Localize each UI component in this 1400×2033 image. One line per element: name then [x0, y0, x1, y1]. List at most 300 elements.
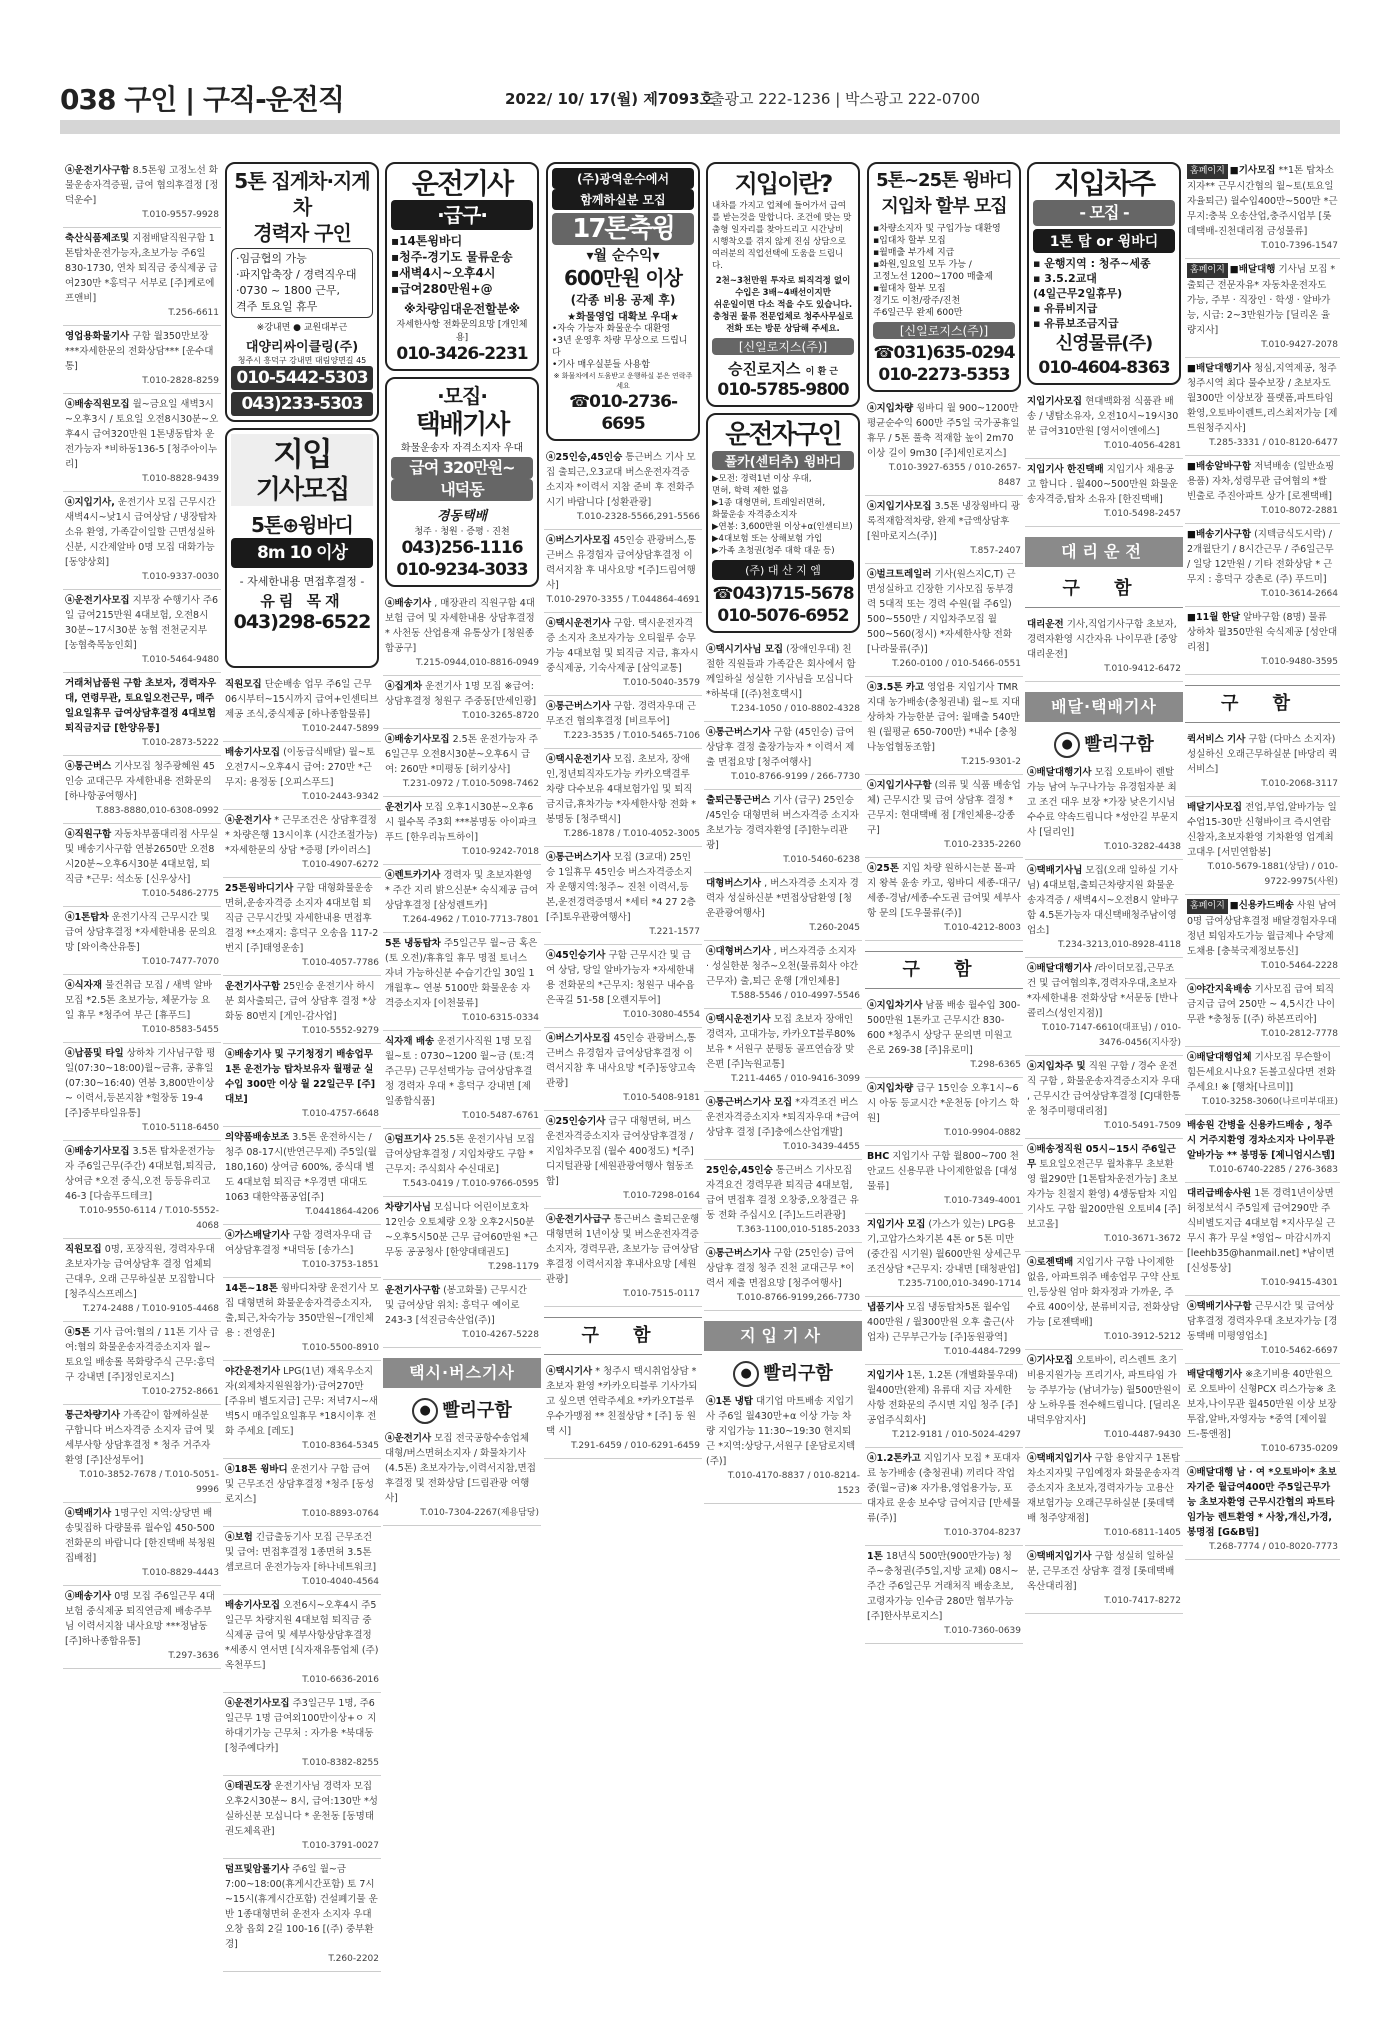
ad-body: 지부장 수행기사 주6일 급여215만원 4대보험, 오전8시30분~17시30분 농협 전천군지부 [농협축목농인회]: [65, 595, 219, 651]
ad-body: 모집 전국공항수송업체 대형/버스면허소지자 / 화물차기사(4.5톤) 초보자가능,이력서지참,면접후결정 및 전화상담 [드림관광 여행사]: [385, 1433, 536, 1504]
classified-ad: [223, 674, 381, 742]
ad-body: , 매장관리 직원구함 4대보험 급여 및 자세한내용 상담후결정 * 사천동 산업용재 유통상가 [청원종합공구]: [385, 598, 535, 654]
col7-ads: [1025, 391, 1183, 527]
section-delivery: [1025, 692, 1183, 722]
ad-title: ⓐ운전기사모집: [65, 595, 130, 606]
ad-phone: T.010-7147-6610(대표님) / 010-3476-0456(지사장): [1041, 1023, 1181, 1048]
ad-body: 지점배달직원구함 1톤탑차운전가능자,초보가능 주6일 830-1730, 연차 퇴직금 중식제공 급여230만 *홍덕구 서부로 [주]케로에프앤비]: [65, 233, 218, 304]
ad-phone: T.010-6315-0334: [462, 1013, 539, 1023]
ad-body: 대기업 마트배송 지입기사 주6일 월430만+α 이상 가능 차량 지입가능 11:30~19:30 현지퇴근 *지역:상당구,서원구 [운담로지텍(주)]: [706, 1396, 856, 1467]
classified-ad: [1025, 1252, 1183, 1350]
ad-phone: T.543-0419 / T.010-9766-0595: [402, 1179, 539, 1189]
ad-body: (의류 및 식품 배송업체) 근무시간 및 급여 상담후 결정 *근무지: 현대택배 점 [개인체용-강종구]: [867, 780, 1021, 836]
ad-title: 직원모집: [225, 679, 262, 690]
box-location: 내덕동: [391, 479, 533, 501]
box-phone: ☎043)715-5678: [712, 584, 854, 604]
classified-ad: [704, 639, 862, 722]
classified-ad: [63, 1322, 221, 1405]
ad-phone: T.010-5464-2228: [1261, 961, 1338, 971]
box-line: ▶가족 초청권(청주 대학 대운 등): [712, 546, 835, 556]
ad-title: ⓐ대형버스기사: [706, 946, 771, 957]
ad-title: ⓐ통근버스기사: [706, 1248, 771, 1259]
classified-ad: [63, 824, 221, 907]
box-line: 면허, 학력 제한 없음: [712, 486, 789, 496]
ad-title: BHC: [867, 1151, 890, 1162]
ad-body: 2.5톤 운전가능자 주6일근무 오전8시30분~오후6시 급여: 260만 *미평동 [허키상사]: [385, 734, 538, 775]
ad-phone: T.010-8583-5455: [142, 1025, 219, 1035]
classified-ad: [1025, 860, 1183, 958]
classified-ad: [1025, 1056, 1183, 1139]
ad-body: 8.5톤윙 고정노선 화물운송자격증필, 급여 협의후결정 [정덕운수]: [65, 165, 219, 206]
ad-body: 사원 남여 0명 급여상담후결정 배달경험자우대 정년 퇴임자도가능 월급제나 수당제도채용 [충북국제정보통신]: [1187, 900, 1337, 957]
section-daeri: [1025, 537, 1183, 608]
classified-ad: [223, 1859, 381, 1972]
classified-ad: [223, 1044, 381, 1127]
ad-phone: T.010-7417-8272: [1104, 1596, 1181, 1606]
ad-title: ⓐ통근버스기사: [706, 727, 771, 738]
classified-ad: [1185, 607, 1340, 675]
column-1: [63, 160, 221, 2020]
classified-ad: [544, 945, 702, 1028]
ad-phone: T.212-9181 / 010-5024-4297: [892, 1430, 1021, 1440]
ad-title: ⓐ로젠택배: [1027, 1257, 1074, 1268]
classified-ad: [704, 1160, 862, 1243]
box-line: 격주 토요일 휴무: [236, 300, 318, 313]
box-lines: [552, 323, 694, 371]
ad-phone: T.010-2328-5566,291-5566: [577, 512, 700, 522]
ad-phone: T.010-3753-1851: [302, 1260, 379, 1270]
ad-phone: T.010-5552-9279: [302, 1026, 379, 1036]
box-ad-gwangyeok: [546, 162, 700, 441]
ad-body: ※초기비용 40만원으로 오토바이 신형PCX 리스가능※ 초보자,나이무관 월450만원 이상 보장 투잡,알바,자영자능 *중역 [제이월드-통앤점]: [1187, 1369, 1337, 1440]
ad-phone: T.010-9427-2078: [1261, 340, 1338, 350]
section-title: 구 함: [1185, 685, 1340, 723]
box-line: ▪새벽4시~오후4시: [391, 266, 496, 280]
box-subtitle: 경력자 구인: [253, 221, 351, 245]
classified-ad: [63, 492, 221, 590]
classified-ad: [1185, 1364, 1340, 1462]
ad-title: 배송기사모집: [225, 747, 281, 758]
ad-body: * 청주시 택시취업상담 * 초보자 환영 *카카오티블루 기사가되고 싶으면 연락주세요 *카카오T블루 우수가맹점 ** 친절상담 * [주] 동 원 택 시]: [546, 1366, 698, 1437]
box-band: [신일로지스(주)]: [712, 338, 854, 355]
box-line: ▶모전: 경력1년 이상 우대,: [712, 474, 812, 484]
ad-title: ⓐ택배기사님: [1027, 865, 1083, 876]
classified-ad: [1185, 1462, 1340, 1560]
box-line: (4일근무2일휴무): [1033, 287, 1123, 300]
classified-ad: [865, 1078, 1023, 1146]
classified-ad: [223, 1776, 381, 1859]
box-line: 화물운송 자격증소지자: [712, 510, 797, 520]
classified-ad: [544, 1209, 702, 1307]
box-line: 주6일근무 완제 600만: [873, 308, 963, 318]
section-seek: [1185, 685, 1340, 723]
ad-body: 0명, 포장직원, 경력자우대 초보자가능 급여상담후 결정 업체퇴근대우, 오래 근무하실분 모집합니다 [청주식스프레스]: [65, 1244, 215, 1300]
section-title: 배달·택배기사: [1025, 692, 1183, 722]
ad-title: 식자재 배송: [385, 1036, 435, 1047]
box-title: 지입차 할부 모집: [881, 196, 1007, 217]
section-title: 대리운전: [1025, 537, 1183, 567]
ad-title: ⓐ직원구함: [65, 829, 112, 840]
classified-ad: [1185, 797, 1340, 895]
box-line: ·임금협의 가능: [236, 252, 307, 265]
classified-ad: [865, 496, 1023, 564]
box-subtitle: 화물운송자 자격소지자 우대: [400, 443, 524, 454]
ad-title: ⓐ18톤 윙바디: [225, 1464, 288, 1475]
box-band: 17톤축윙: [552, 213, 694, 245]
ad-body: 구함 경력자우대 급여상담후결정 *내덕동 [송가스]: [225, 1230, 373, 1256]
ad-title: ⓐ택시기사: [546, 1366, 593, 1377]
ad-phone: T.010-2443-9342: [302, 792, 379, 802]
ad-phone: T.010-3671-3672: [1104, 1234, 1181, 1244]
classified-ad: [1025, 1350, 1183, 1448]
column-5: [704, 160, 862, 2020]
ad-title: ⓐ보험: [225, 1532, 253, 1543]
ad-body: 운전기사 모집 근무시간 새벽4시~낮1시 급여상담 / 냉장탑차소유 환영, 가족같이일할 근면성실하신분, 시간제알바 0명 모집 대화가능 [동양상회]: [65, 497, 217, 568]
ad-title: ⓐ1.2톤카고: [867, 1453, 921, 1464]
issue-info: 2022/ 10/ 17(월) 제7093호: [505, 90, 715, 108]
page-header: [60, 78, 1340, 118]
ad-body: 통근버스 기사 모집 출퇴근,오3교대 버스운전자격증 소지자 *이력서 지참 준비 후 전화주시기 바랍니다 [성환관광]: [546, 452, 696, 508]
ad-title: 14톤~18톤: [225, 1283, 278, 1294]
ad-phone: T.010-2335-2260: [944, 840, 1021, 850]
ad-body: 기사모집 청주광혜원 45인승 교대근무 자세한내용 전화문의 [하나항공여행사]: [65, 761, 215, 802]
classified-ad: [544, 847, 702, 945]
ad-title: ⓐ배송정직원 05시~15시 주6일근무: [1027, 1144, 1176, 1170]
ad-phone: T.010-3912-5212: [1104, 1332, 1181, 1342]
ad-phone: T.010-5460-6238: [783, 855, 860, 865]
classified-ad: [223, 1278, 381, 1361]
ad-phone: T.010-9557-9928: [142, 210, 219, 220]
ad-title: ⓐ지입차기사: [867, 1000, 923, 1011]
ad-phone: T.010-9415-4301: [1261, 1278, 1338, 1288]
ad-body: 주3일근무 1명, 주6일근무 1명 급여외100만이상+ㅇ 지하대기가능 근무처 : 자가용 *북대동 [청주예다카]: [225, 1698, 377, 1754]
ad-title: 배송원 간병을 신용카드배송 , 청주시 거주지환영 경차소지자 나이무관 알바가능 ** 봉명동 [제니엄시스템]: [1187, 1120, 1335, 1161]
ad-title: ⓐ지입차주 및: [1027, 1061, 1086, 1072]
header-divider: [60, 120, 1340, 134]
ad-body: 급구 15인승 오후1시~6시 아동 등교시간 *운천동 [아기스 학원]: [867, 1083, 1020, 1124]
box-footnote: ※ 화물차에서 도움받고 운행하실 분은 연락주세요: [553, 372, 693, 390]
ad-body: 구함 (25인승) 급여 상담후 결정 청주 진천 교대근무 *이력서 제출 면접요망 [청주여행사]: [706, 1248, 855, 1289]
classified-ad: [63, 228, 221, 326]
ad-body: (지텍금식도시락) / 2개월단기 / 8시간근무 / 주6일근무 / 일당 12만원 / 기타 전화상담 * 근무지 : 흥덕구 강촌로 (주) 푸드미]: [1187, 529, 1334, 585]
classified-ad: [223, 1225, 381, 1278]
ad-title: ⓐ택배지입기사: [1027, 1453, 1092, 1464]
ad-phone: T.010-8829-4443: [142, 1568, 219, 1578]
ad-title: 차량기사님: [385, 1202, 431, 1213]
box-subtitle: 풀카(센터추) 윙바디: [712, 451, 854, 470]
ad-body: /라이더모집,근무조건 및 급여협의후,경력자우대,초보자 *자세한내용 전화상담 *서문동 [반나콜리스(성인지점)]: [1027, 963, 1178, 1019]
classified-ad: [1185, 1296, 1340, 1364]
homepage-badge: 홈페이지: [1187, 164, 1228, 179]
ad-phone: T.010-9480-3595: [1261, 657, 1338, 667]
ad-title: ⓐ배송직원모집: [65, 399, 130, 410]
ad-phone: T.010-2068-3117: [1261, 779, 1338, 789]
box-company: (주) 대 산 지 엠: [712, 560, 854, 580]
ad-phone: T.215-9301-2: [961, 757, 1021, 767]
ad-phone: T.274-2488 / T.010-9105-4468: [82, 1304, 219, 1314]
classified-ad: [865, 564, 1023, 677]
box-line: ▶연봉: 3,600만원 이상+α(인센티브): [712, 522, 853, 532]
box-line: 고정노선 1200~1700 매출제: [873, 272, 993, 282]
ad-body: 운전기사님 경력자 모집 오후2시30분~ 8시, 급여:130만 *성실하신분 모십니다 * 운천동 [동명태권도체육관]: [225, 1781, 378, 1837]
ad-phones: 출광고 222-1236 | 박스광고 222-0700: [710, 90, 980, 108]
ad-title: ⓐ벌크트레일러: [867, 569, 932, 580]
ad-phone: T.010-8766-9199 / 266-7730: [731, 772, 860, 782]
ad-title: ⓐ지입기사모집: [867, 501, 932, 512]
box-title: 지입이란?: [734, 170, 832, 198]
ad-phone: T.010-2447-5899: [302, 724, 379, 734]
ad-title: 퀵서비스 기사: [1187, 734, 1246, 745]
ad-title: ⓐ25인승기사: [546, 1116, 606, 1127]
classified-ad: [1025, 614, 1183, 682]
ad-phone: T.010-8893-0764: [302, 1509, 379, 1519]
col7-ads-1: [1025, 614, 1183, 682]
classified-ad: [1185, 1183, 1340, 1296]
ad-title: ⓐ통근버스기사: [546, 852, 611, 863]
ad-phone: T.010-5040-3579: [623, 678, 700, 688]
ad-body: 구함. 경력자우대 근무조건 협의후결정 [비르투어]: [546, 701, 697, 727]
ad-title: ■신용카드배송: [1229, 900, 1294, 911]
ad-body: 모집 초보자 장애인 경력자, 고대가능, 카카오T블루80%보유 * 서원구 분평동 골프연습장 맞은편 [주]녹원교통]: [706, 1014, 856, 1070]
ad-title: ■배송알바구함: [1187, 461, 1252, 472]
classified-ad: [63, 1239, 221, 1322]
box-ad-jiip: [225, 428, 379, 668]
ad-title: ⓐ지입차량: [867, 1083, 914, 1094]
box-phone: ☎031)635-0294: [873, 343, 1015, 363]
ad-phone: T.010-3852-7678 / T.010-5051-9996: [79, 1470, 219, 1495]
box-line: •3년 운영후 차량 무상으로 드립니다: [552, 336, 688, 358]
ad-body: 구함 월350만보장 ***자세한문의 전화상담*** [운수대통]: [65, 331, 214, 372]
ad-phone: T.298-6365: [970, 1060, 1021, 1070]
ad-body: 저녁배송 (일반쇼핑 용품) 자차,성령무관 급여협의 *쌀 빈출로 주진아파트 상가 [로젠택배]: [1187, 461, 1335, 502]
box-line: ▪급여280만원+@: [391, 282, 493, 296]
box-lines: [1033, 256, 1175, 331]
ad-body: 0명 모집 주6일근무 4대보험 중식제공 퇴직연금제 배송주부님 이력서지참 내사요망 ***정남동 [주]하나종합유통]: [65, 1591, 215, 1647]
box-line: •기사 매우실분들 사용함: [552, 360, 650, 370]
ad-title: 의약품배송보조: [225, 1132, 290, 1143]
ad-phone: T.010-4056-4281: [1104, 441, 1181, 451]
section-seek: [544, 1317, 702, 1355]
ad-title: 5톤 냉동탑차: [385, 938, 441, 949]
ad-body: 기사님 모집 *출퇴근 전문자유* 자동차운전자도 가능, 주부 · 직장인 · 학생 · 알바가능, 시급: 2~3만원가능 [딜리온 율량지사]: [1187, 264, 1336, 336]
ad-title: ⓐ태권도장: [225, 1781, 272, 1792]
ad-title: ⓐ기사모집: [1027, 1355, 1074, 1366]
ad-phone: T.010-5464-9480: [142, 655, 219, 665]
classified-ad: [223, 1693, 381, 1776]
box-phone: ☎010-2736-6695: [568, 392, 678, 434]
col3-ads: [383, 593, 541, 1348]
box-line: ▪ 3.5.2교대: [1033, 272, 1097, 285]
ad-body: 3.5톤 운전하시는 / 청주 08-17시(반연근무제) 주5일(월180,160) 상여금 600%, 중식대 별도 4대보험 퇴직금 *우경면 대대도 1063 대한약품공업[주]: [225, 1132, 377, 1203]
classified-ad: [704, 722, 862, 790]
ad-phone: T.231-0972 / T.010-5098-7462: [402, 779, 539, 789]
classified-ad: [704, 1243, 862, 1311]
box-title: 지입차주: [1053, 167, 1155, 200]
quick-hire: [383, 1394, 541, 1428]
ad-body: 기사 (급구) 25인승 /45인승 대형면허 버스자격증 소지자 초보가능 경력자환영 [주]한누리관광]: [706, 795, 859, 851]
ad-body: * 근무조건은 상담후결정 * 차량은행 13시이후 (시간조절가능) *자세한문의 상담 *증평 [카이러스]: [225, 815, 378, 856]
box-line: 경기도 이천/광주/진천: [873, 296, 961, 306]
ad-phone: T.010-7349-4001: [944, 1196, 1021, 1206]
ad-phone: T.010-4757-6648: [302, 1109, 379, 1119]
box-line: ▪ 유류비지급: [1033, 302, 1098, 315]
classified-ad: [865, 1448, 1023, 1546]
ad-body: 모집. 초보자, 장애인,정년퇴직자도가능 카카오택결루 차량 다수보유 4대보험가입 및 퇴직금지급,휴차가능 *자세한사항 전화 *봉명동 [청주택시]: [546, 754, 697, 825]
ad-title: ■배달대행: [1229, 264, 1276, 275]
ad-title: 대형버스기사: [706, 878, 762, 889]
classified-ad: [544, 613, 702, 696]
box-ad-jiipchaju: [1027, 162, 1181, 385]
ad-phone: T.010-2873-5222: [142, 738, 219, 748]
box-subtitle: 8m 10 이상: [231, 538, 373, 568]
ad-phone: T.010-9550-6114 / T.010-5552-4068: [79, 1206, 219, 1231]
ad-body: 지입기사 채용공고 합니다 . 월400~500만원 화물운송자격증,탑차 소유자 [한진택배]: [1027, 464, 1179, 505]
ad-body: 통근버스 출퇴근운행 대형면허 1년이상 및 버스운전자격증소지자, 경력무관, 초보가능 급여상담후결정 이력서지참 후내사요망 [세원관광]: [546, 1214, 700, 1285]
classified-ad: [704, 941, 862, 1009]
ad-phone: T.010-8766-9199,266-7730: [737, 1293, 860, 1303]
ad-phone: T.260-2202: [328, 1954, 379, 1964]
ad-title: ⓐ25인승,45인승: [546, 452, 623, 463]
classified-ad: [223, 810, 381, 878]
classified-ad: [63, 160, 221, 228]
ad-phone: T.010-8364-5345: [302, 1441, 379, 1451]
ring-icon: ●: [1054, 732, 1080, 758]
ad-body: 가족같이 함께하실분 구합니다 버스자격증 소지자 급여 및 세부사항 상담후결정 * 청주 거주자 환영 [주]산성투어]: [65, 1410, 215, 1466]
ad-phone: T.211-4465 / 010-9416-3099: [731, 1074, 860, 1084]
classified-ad: [1185, 895, 1340, 979]
ad-title: ⓐ통근버스기사 모집: [706, 1097, 793, 1108]
section-title: 지입기사: [704, 1321, 862, 1351]
ad-phone: T.285-3331 / 010-8120-6477: [1209, 438, 1338, 448]
ad-body: 상하차 기사님구함 평일(07:30~18:00)월~금휴, 공휴일(07:30~16:40) 연봉 3,800만이상~ 이력서,등본지참 *헐장동 19-4 [주]중부타일유통]: [65, 1048, 216, 1119]
ad-phone: T.010-4040-4564: [302, 1577, 379, 1587]
ad-body: 현대백화점 식품관 배송 / 냉탑소유자, 오전10시~19시30분 급여310만원 [영서이엔에스]: [1027, 396, 1179, 437]
classified-ad: [865, 1546, 1023, 1644]
ad-body: 구함 근무시간 및 급여 상담, 당일 알바가능자 *자세한내용 전화문의 *근무지: 청원구 내수읍 은곡길 51-58 [오렌지투어]: [546, 950, 695, 1006]
box-line: 쉬운일이면 다소 적을 수도 있습니다.: [713, 300, 853, 310]
classified-ad: [63, 1043, 221, 1141]
box-title: (주)광역운수에서: [552, 168, 694, 189]
ring-icon: ●: [412, 1398, 438, 1424]
ad-phone: T.010-8072-2881: [1261, 506, 1338, 516]
ad-body: 1톤 경력1년이상면허정보석시 주5일제 급여290만 주식비별도지급 4대보험 *지사무실 근무시 휴가 무실 *영업~ 마감시까지 [leehb35@hanmail.net] *남이면 [신성통상]: [1187, 1188, 1336, 1274]
ad-title: ■기사모집: [1229, 165, 1276, 176]
box-phone: 043)298-6522: [233, 611, 371, 633]
ad-title: 운전기사구함: [225, 981, 281, 992]
ad-title: 축산식품제조및: [65, 233, 130, 244]
classified-ad: [1185, 1047, 1340, 1115]
ad-title: ⓐ가스배달기사: [225, 1230, 290, 1241]
classified-ad: [383, 729, 541, 797]
classified-ad: [865, 677, 1023, 775]
box-line: ▪차량소지자 및 구입가능 대환영: [873, 224, 1001, 234]
col8-ads-2: [1185, 729, 1340, 1560]
ad-phone: T.010-4057-7786: [302, 958, 379, 968]
ad-title: ⓐ배달대행업체: [1187, 1052, 1252, 1063]
box-ad-loader: [225, 162, 379, 422]
ad-body: 18년식 500만(900만가능) 청주~충청권(주5일,지방 교체) 08시~주간 주6일근무 거래처직 배송초보,고령자가능 인수금 280만 협부가능 [주]한사부로지스]: [867, 1551, 1019, 1622]
classified-ad: [1185, 456, 1340, 524]
classified-ad: [383, 593, 541, 676]
ad-phone: T.010-4487-9430: [1104, 1430, 1181, 1440]
col4-ads: [544, 447, 702, 1307]
classified-ad: [223, 878, 381, 976]
box-lines: [712, 473, 854, 557]
ad-title: 배달기사모집: [1187, 802, 1243, 813]
ad-phone: T.221-1577: [649, 927, 700, 937]
ad-title: ⓐ식자재: [65, 980, 103, 991]
ad-body: *자격조건 버스운전자격증소지자 *퇴직자우대 *급여상담후 결정 [주]충에스산업개발]: [706, 1097, 860, 1138]
col2-ads: [223, 674, 381, 1972]
classified-ad: [383, 1428, 541, 1526]
ad-phone: T.010-2970-3355 / T.044864-4691: [546, 595, 700, 605]
ad-body: 기사 급여:협의 / 11톤 기사 급여:협의 화물운송자격증소지자 월~토요일 배송롤 목화랑주식 근무:흥덕구 강내면 [주]정인로지스]: [65, 1327, 219, 1383]
quick-label: 빨리구함: [1084, 734, 1154, 755]
ad-body: 구함 성실히 일하실분, 근무조건 상담후 결정 [롯데택배 옥산대리점]: [1027, 1551, 1175, 1592]
box-company: 경동택배: [436, 509, 488, 524]
column-8: [1185, 160, 1340, 2020]
column-3: [383, 160, 541, 2020]
box-lines: [712, 275, 854, 335]
quick-hire: [1025, 728, 1183, 762]
classified-ad: [223, 1527, 381, 1595]
ad-title: ⓐ덤프기사: [385, 1134, 432, 1145]
ad-body: 기사모집 급여 퇴직금지급 급여 250만 ~ 4,5시간 나이무관 *충청동 [(주) 하본프리아]: [1187, 984, 1336, 1025]
ad-phone: T.857-2407: [970, 546, 1021, 556]
col6-ads: [865, 398, 1023, 941]
ad-phone: T.234-1050 / 010-8802-4328: [731, 704, 860, 714]
ad-body: 운전기사직원 1명 모집 월~토 : 0730~1200 월~금 (토:격주근무) 근무선택가능 급여상담후결정 경력자 우대 * 흥덕구 강내면 [제일종합식품]: [385, 1036, 535, 1107]
ad-title: 25톤윙바디기사: [225, 883, 294, 894]
ad-body: 기사(원스지C,T) 근면성실하고 긴장한 기사모집 동부경력 5대적 또는 경력 수원(월 주6일) 500~550만 / 지입차주모집 월 500~560(정시) *자세한사항 전화 [나라물류(주)]: [867, 569, 1016, 655]
ad-title: ⓐ택배지입기사: [1027, 1551, 1092, 1562]
col4-ads-2: [544, 1361, 702, 1459]
ad-title: ⓐ배송기사모집: [65, 1146, 130, 1157]
ad-phone: T.010-7360-0639: [944, 1626, 1021, 1636]
ad-body: 지입기사 구함 월800~700 천안교드 신용무관 나이제한없음 [대성물류]: [867, 1151, 1019, 1192]
box-pay: 600만원 이상: [564, 266, 682, 290]
ad-title: 지입기사 한진택배: [1027, 464, 1104, 475]
ad-phone: T.010-4907-6272: [302, 860, 379, 870]
classified-ad: [383, 1197, 541, 1280]
box-lines: [231, 248, 373, 318]
ad-body: 영업용 지입기사 TMR지대 농가배송(충청권내) 월~토 지대 상하차 가능한분 급여: 월매출 540만원 (월평균 650-700만) *내수 [충청나농업협동조합]: [867, 682, 1020, 753]
classified-ad: [63, 1503, 221, 1586]
classified-ad: [63, 756, 221, 824]
ad-body: **1톤 탑차소지자** 근무시간협의 월~토(토요일 자율퇴근) 월수입400만~500만 *근무지:충북 오송산업,충주시업부 [롯데택배-진천대리점 금성물류]: [1187, 165, 1338, 237]
ad-body: 긴급출동기사 모집 근무조건 및 급여: 면접후결정 1종면허 3.5톤 셈코르더 운전가능자 [하나네트워크]: [225, 1532, 377, 1573]
box-phone: 010-5785-9800: [717, 380, 849, 400]
classified-ad: [704, 873, 862, 941]
box-note: ※차량임대운전할분※: [403, 302, 521, 316]
box-pay-note: (각종 비용 공제 후): [570, 293, 676, 307]
ad-body: LPG(1년) 재육우소지자(외제차지원원참가)·급여270만 [주유비 별도지급] 근무: 저녁7시~새벽5시 매주일요일휴무 *18시이후 전화 주세요 [레도]: [225, 1366, 378, 1437]
ad-phone: T.291-6459 / 010-6291-6459: [571, 1441, 700, 1451]
box-company: 유림 목재: [260, 592, 344, 610]
box-line: ▶1종 대형면허, 트레일러면허,: [712, 498, 826, 508]
ad-phone: T.010-7298-0164: [623, 1191, 700, 1201]
box-title: 5톤~25톤 윙바디: [876, 170, 1012, 191]
ad-phone: T.010-5487-6761: [462, 1111, 539, 1121]
ad-phone: T.010-3282-4438: [1104, 842, 1181, 852]
ad-title: ⓐ택시운전기사: [546, 618, 611, 629]
ad-body: 전업,부업,알바가능 일수업15-30만 신형바이크 즉시연람 신참자,초보자환영 기차환영 업계최고대우 [서민연합봉]: [1187, 802, 1337, 858]
col6-ads-2: [865, 995, 1023, 1644]
classified-ad: [63, 975, 221, 1043]
ad-phone: T.297-3636: [168, 1651, 219, 1661]
ad-body: 지입 차량 원하시는분 몰-파지 왕복 윤송 카고, 윙바디 세종-대구/세종-경남/세종-수도권 급여및 세부사항 문의 [도우물류(주)]: [867, 863, 1021, 919]
ad-phone: T.010-3265-8720: [462, 711, 539, 721]
